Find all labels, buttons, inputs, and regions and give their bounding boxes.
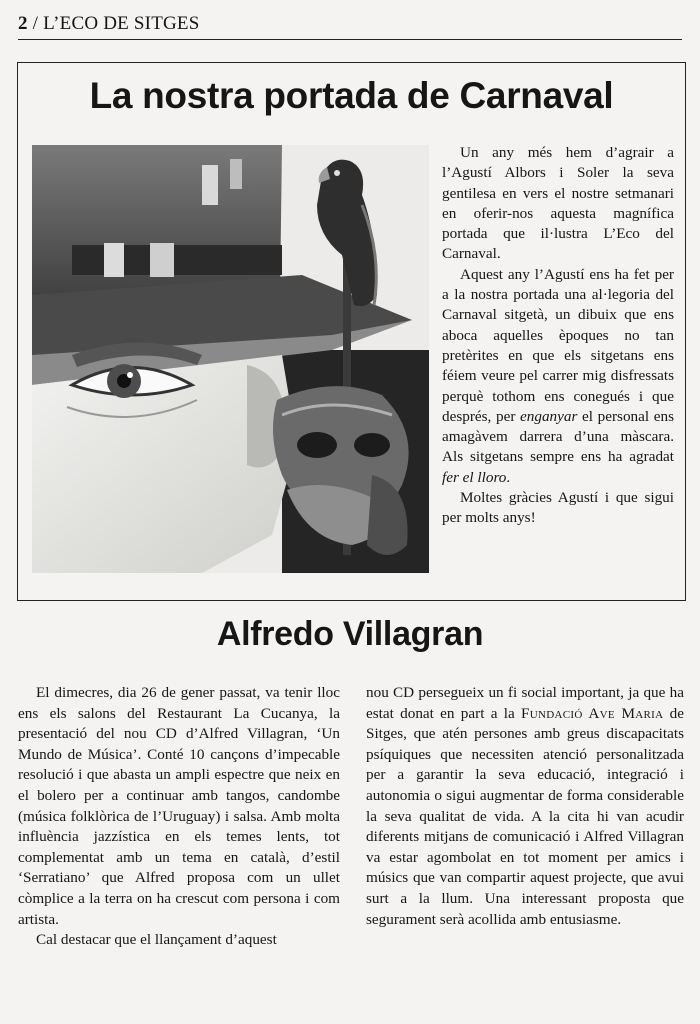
feature-title: La nostra portada de Carnaval: [89, 75, 614, 116]
article-column-left: [18, 683, 340, 951]
carnival-illustration: [32, 145, 429, 573]
feature-paragraph-3: Moltes gràcies Agustí i que sigui per molts anys!: [442, 489, 674, 527]
feature-paragraph-1: Un any més hem d’agrair a l’Agustí Albors i Soler la seva gentilesa en vers el nostre setmanari en oferir-nos aquesta magnífica portada que il·lustra L’Eco del Carnaval.: [442, 144, 674, 263]
feature-text: [442, 143, 674, 529]
article-text-span: nou CD persegueix un fi social important, ja que ha estat donat en part a la: [366, 684, 684, 722]
feature-text-span: el personal ens amagàvem darrera d’una màscara. Als sitgetans sempre ens ha agradat: [442, 407, 674, 466]
article-column-right: [366, 683, 684, 930]
organization-name: Fundació Ave Maria: [521, 704, 664, 722]
feature-italic-fer-el-lloro: fer el lloro: [442, 468, 507, 486]
article-paragraph: El dimecres, dia 26 de gener passat, va tenir lloc ens els salons del Restaurant La Cucanya, la presentació del nou CD d’Alfred Villagran, ‘Un Mundo de Música’. Conté 10 cançons d’impecable resolució i que abasta un ampli espectre que neix en el bolero per a continuar amb tangos, candombe (música folklòrica de l’Uruguay) i salsa. Amb molta influència jazzística en els temes lents, tot complementat amb un tema en català, d’estil ‘Serratiano’ que Alfred proposa com un ullet còmplice a la terra on ha crescut com persona i com artista.: [18, 684, 340, 928]
page-header: [18, 10, 682, 40]
feature-italic-enganyar: enganyar: [520, 407, 578, 425]
publication-name: L’ECO DE SITGES: [43, 13, 200, 34]
feature-paragraph-2: [442, 265, 674, 488]
carnival-drawing: [32, 145, 429, 573]
page-number: 2: [18, 13, 28, 34]
article-title: Alfredo Villagran: [216, 615, 484, 653]
feature-text-span: Aquest any l’Agustí ens ha fet per a la nostra portada una al·legoria del Carnaval sitgetà, un dibuix que ens aboca aquelles èpoques no tan pretèrites en que els sitgetans ens féiem veure pel carrer mig disfressats perquè tothom ens conegués i que després, per: [442, 265, 674, 425]
feature-box: [17, 62, 686, 601]
article-paragraph: Cal destacar que el llançament d’aquest: [36, 931, 277, 949]
article-paragraph: [366, 683, 684, 930]
header-separator: /: [27, 13, 44, 34]
article-text-span: de Sitges, que atén persones amb greus discapacitats psíquiques que necessiten atenció personalitzada per a garantir la seva educació, integració i autonomia o sigui augmentar de forma considerable la seva qualitat de vida. A la cita hi van acudir diferents mitjans de comunicació i Alfred Villagran va estar agombolat en tot moment per amics i músics que van compartir aquest projecte, que avui surt a la llum. Una interessant proposta que segurament serà acollida amb entusiasme.: [366, 704, 684, 928]
header-text: [18, 13, 200, 35]
feature-text-span: .: [506, 468, 511, 486]
